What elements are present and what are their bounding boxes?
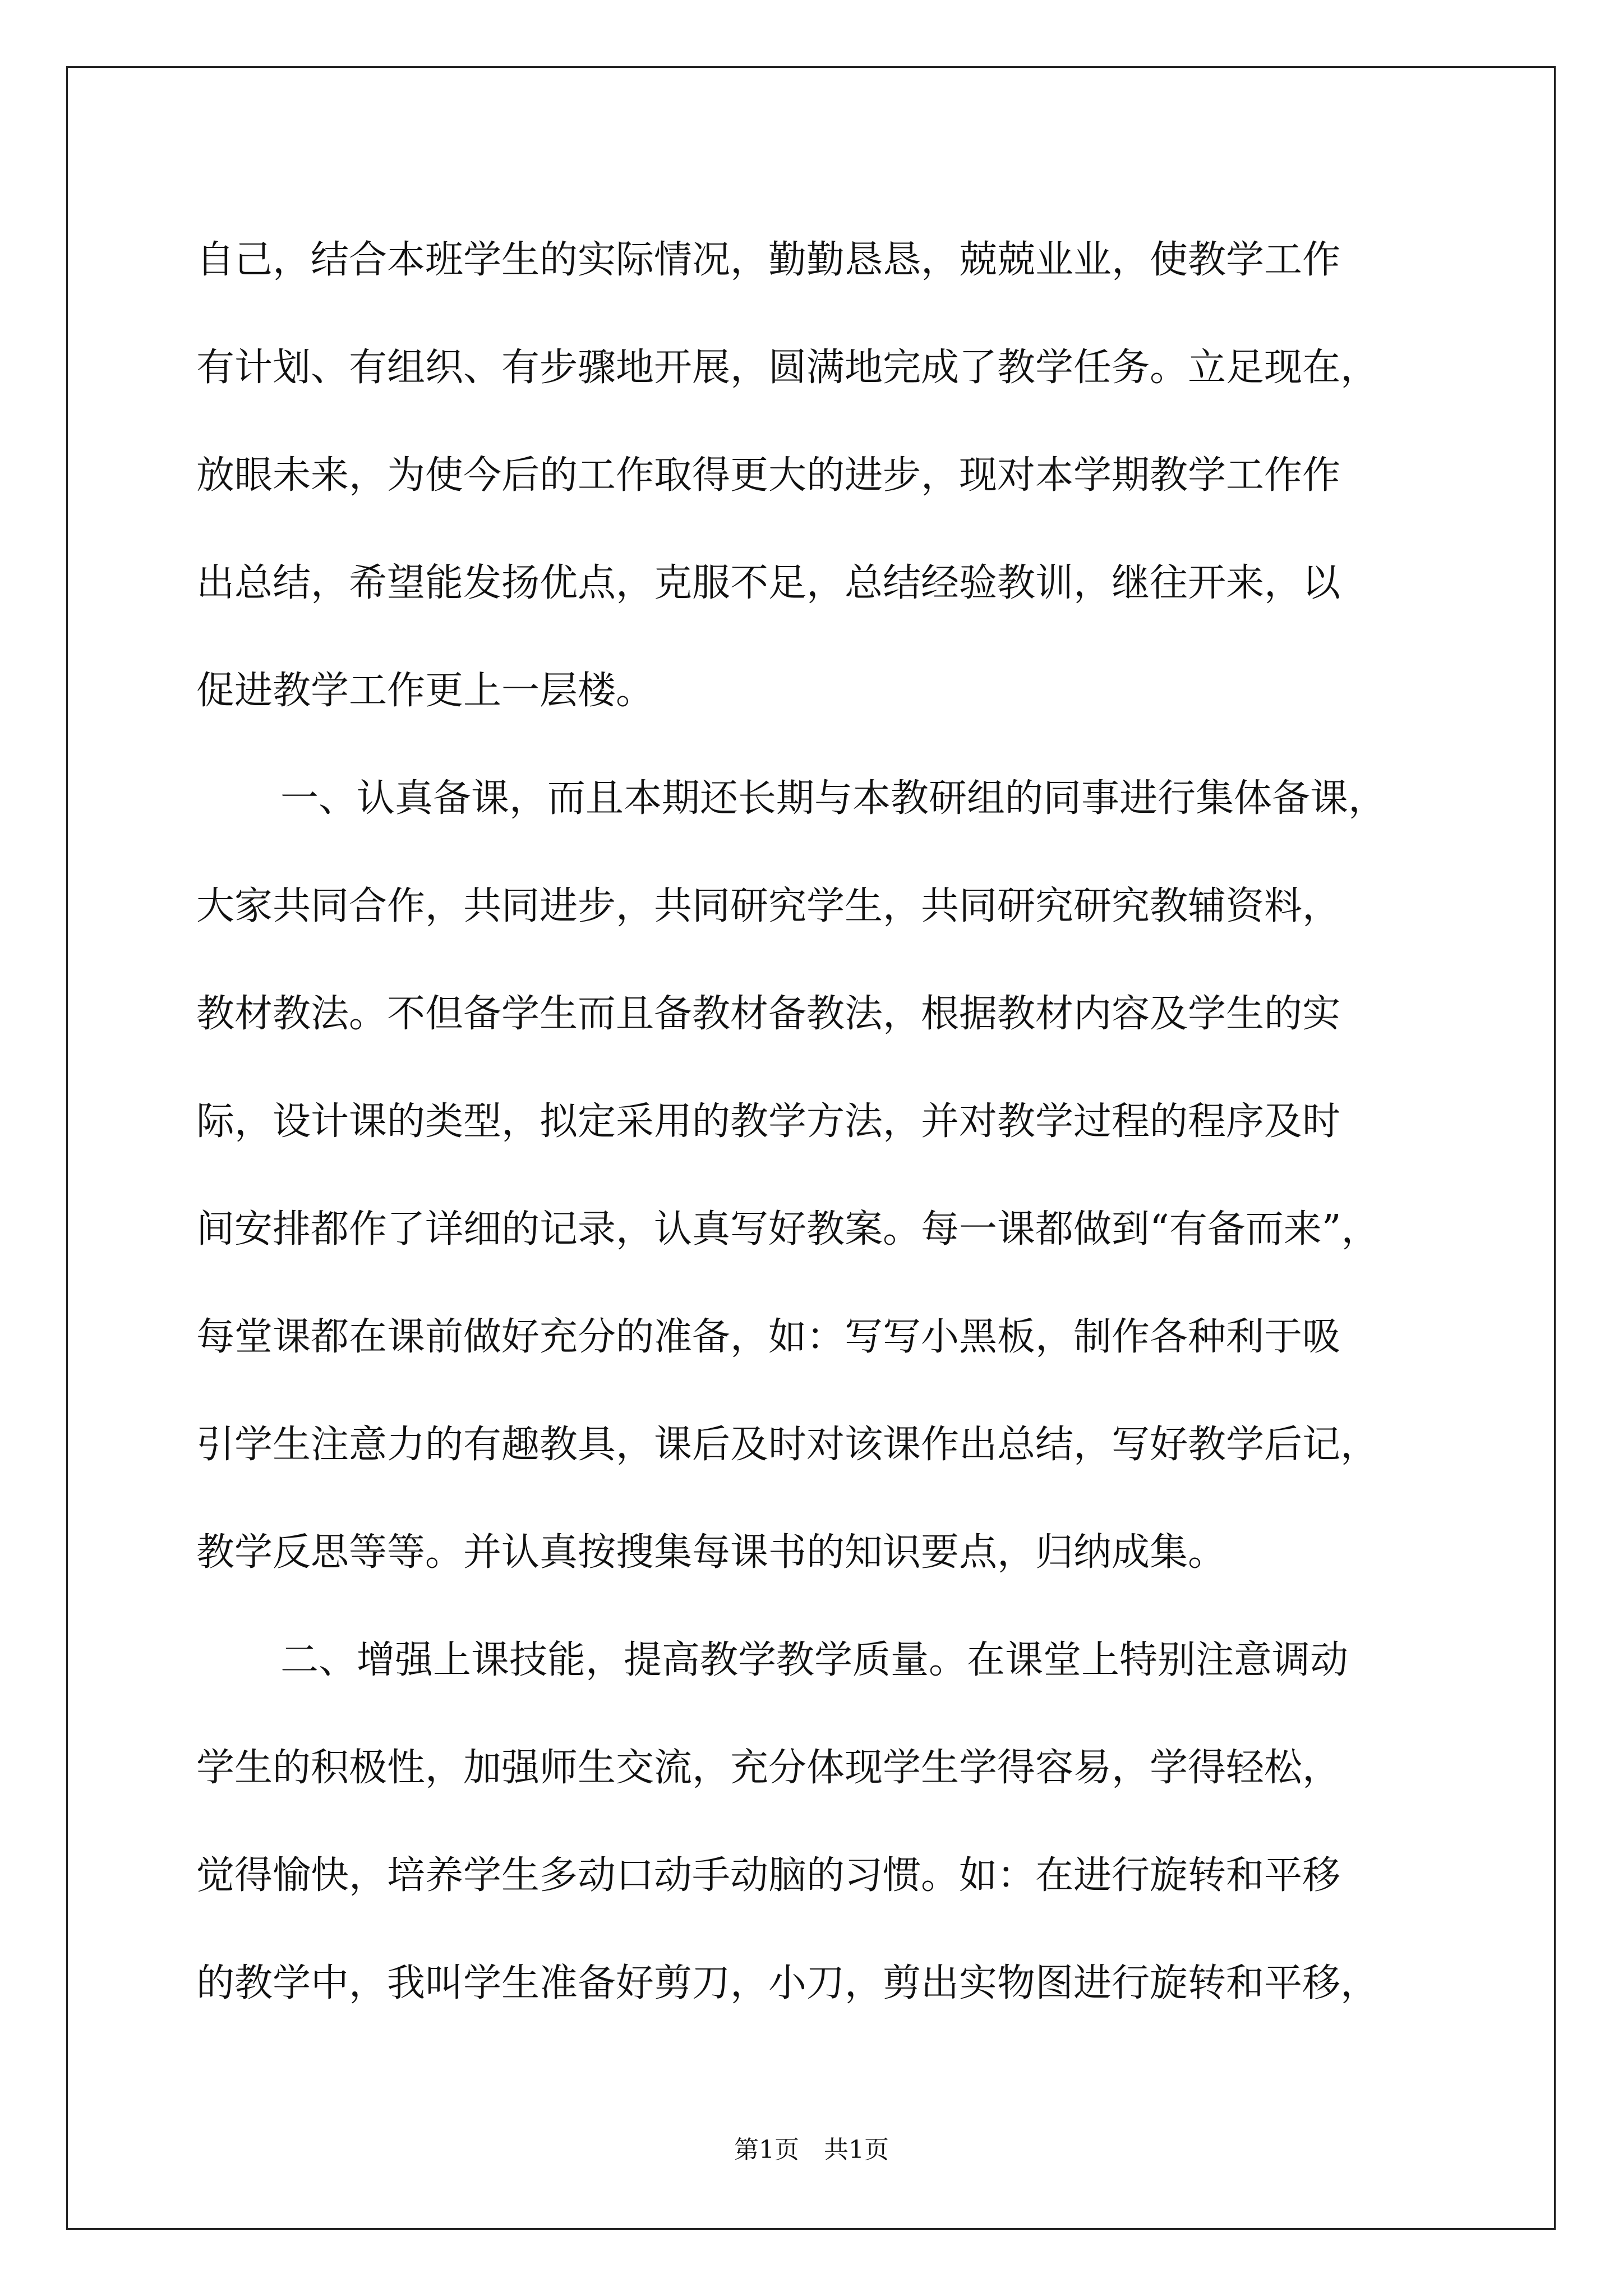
text-line: 二、增强上课技能，提高教学教学质量。在课堂上特别注意调动 [280,1638,1349,1682]
paragraph-1 [196,206,1458,745]
text-line: 际，设计课的类型，拟定采用的教学方法，并对教学过程的程序及时 [196,1099,1341,1144]
paragraph-3 [196,1607,1458,2037]
text-line: 大家共同合作，共同进步，共同研究学生，共同研究研究教辅资料， [196,884,1341,928]
text-line: 学生的积极性，加强师生交流，充分体现学生学得容易，学得轻松， [196,1746,1341,1790]
text-line: 一、认真备课，而且本期还长期与本教研组的同事进行集体备课， [280,776,1387,821]
text-line: 觉得愉快，培养学生多动口动手动脑的习惯。如：在进行旋转和平移 [196,1853,1341,1898]
text-line: 引学生注意力的有趣教具，课后及时对该课作出总结，写好教学后记， [196,1423,1379,1467]
text-line: 自己，结合本班学生的实际情况，勤勤恳恳，兢兢业业，使教学工作 [196,238,1341,282]
text-line: 出总结，希望能发扬优点，克服不足，总结经验教训，继往开来，以 [196,561,1341,605]
text-line: 的教学中，我叫学生准备好剪刀，小刀，剪出实物图进行旋转和平移， [196,1961,1379,2005]
paragraph-2 [196,745,1458,1607]
document-body [196,206,1458,2037]
text-line: 有计划、有组织、有步骤地开展，圆满地完成了教学任务。立足现在， [196,346,1379,390]
page-number-label: 第1页 共1页 [734,2136,889,2164]
text-line: 每堂课都在课前做好充分的准备，如：写写小黑板，制作各种利于吸 [196,1315,1341,1359]
text-line: 教学反思等等。并认真按搜集每课书的知识要点，归纳成集。 [196,1530,1227,1575]
text-line: 促进教学工作更上一层楼。 [196,669,654,713]
page-footer [0,2133,1623,2167]
text-line: 放眼未来，为使今后的工作取得更大的进步，现对本学期教学工作作 [196,453,1341,498]
text-line: 间安排都作了详细的记录，认真写好教案。每一课都做到“有备而来”， [196,1207,1380,1251]
text-line: 教材教法。不但备学生而且备教材备教法，根据教材内容及学生的实 [196,992,1341,1036]
